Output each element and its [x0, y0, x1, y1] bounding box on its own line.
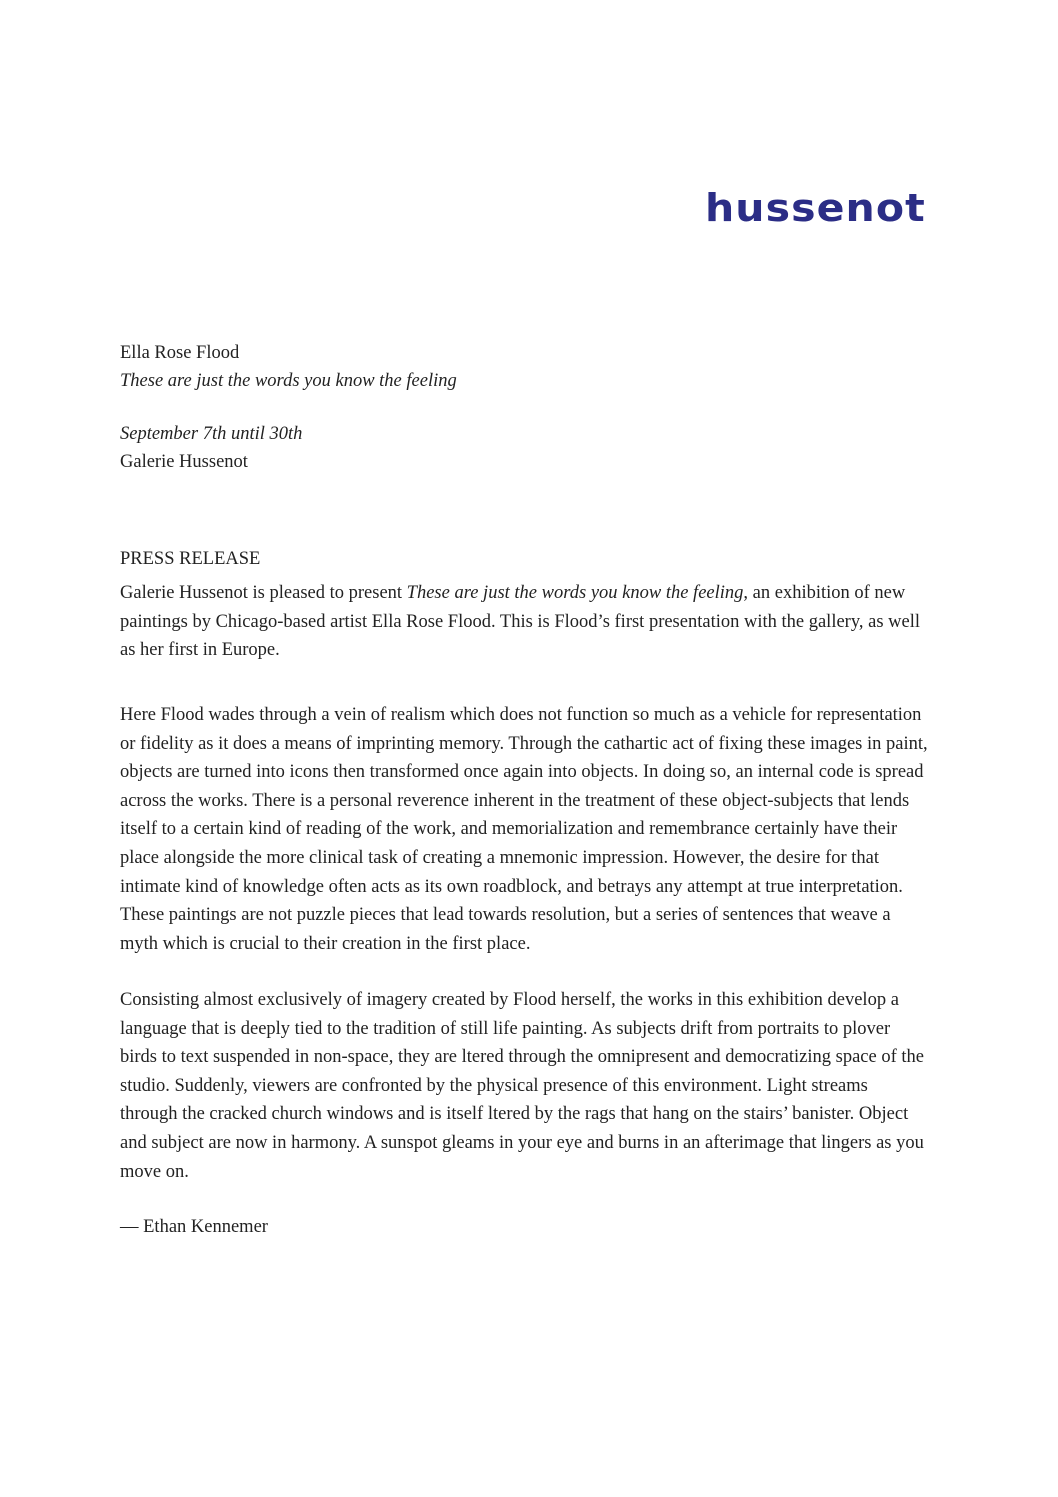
intro-text-start: Galerie Hussenot is pleased to present — [120, 583, 407, 603]
intro-exhibition-title: These are just the words you know the feeling — [406, 583, 744, 603]
body-paragraph-realism-text: Here Flood wades through a vein of realism which does not function so much as a vehicle for representation or fidelity as it does a means of imprinting memory. Through the cathartic act of fixing these images in paint, objects are turned into icons then transformed once again into objects. In doing so, an internal code is spread across the works. There is a personal reverence inherent in the treatment of these object-subjects that lends itself to a certain kind of reading of the work, and memorialization and remembrance certainly have their place alongside the more clinical task of creating a mnemonic impression. However, the desire for that intimate kind of knowledge often acts as its own roadblock, and betrays any attempt at true interpretation. These paintings are not puzzle pieces that lead towards resolution, but a series of sentences that weave a myth which is crucial to their creation in the first place. — [120, 705, 928, 954]
exhibition-title: These are just the words you know the feeling — [120, 371, 457, 391]
exhibition-dates: September 7th until 30th — [120, 424, 303, 444]
body-paragraph-realism — [120, 701, 930, 958]
venue-name: Galerie Hussenot — [120, 452, 248, 472]
press-release-heading: PRESS RELEASE — [120, 549, 261, 569]
intro-paragraph — [120, 579, 930, 665]
artist-name: Ella Rose Flood — [120, 343, 240, 363]
body-paragraph-imagery — [120, 986, 930, 1186]
intro-text-end: , an exhibition of new paintings by Chicago-based artist Ella Rose Flood. This is Flood’s first presentation with the gallery, as well as her first in Europe. — [120, 583, 921, 661]
hussenot-logo: hussenot — [705, 186, 926, 230]
body-paragraph-imagery-text: Consisting almost exclusively of imagery created by Flood herself, the works in this exhibition develop a language that is deeply tied to the tradition of still life painting. As subjects drift from portraits to plover birds to text suspended in non-space, they are ltered through the omnipresent and democratizing space of the studio. Suddenly, viewers are confronted by the physical presence of this environment. Light streams through the cracked church windows and is itself ltered by the rags that hang on the stairs’ banister. Object and subject are now in harmony. A sunspot gleams in your eye and burns in an afterimage that lingers as you move on. — [120, 990, 924, 1182]
author-signature: — Ethan Kennemer — [120, 1217, 268, 1237]
